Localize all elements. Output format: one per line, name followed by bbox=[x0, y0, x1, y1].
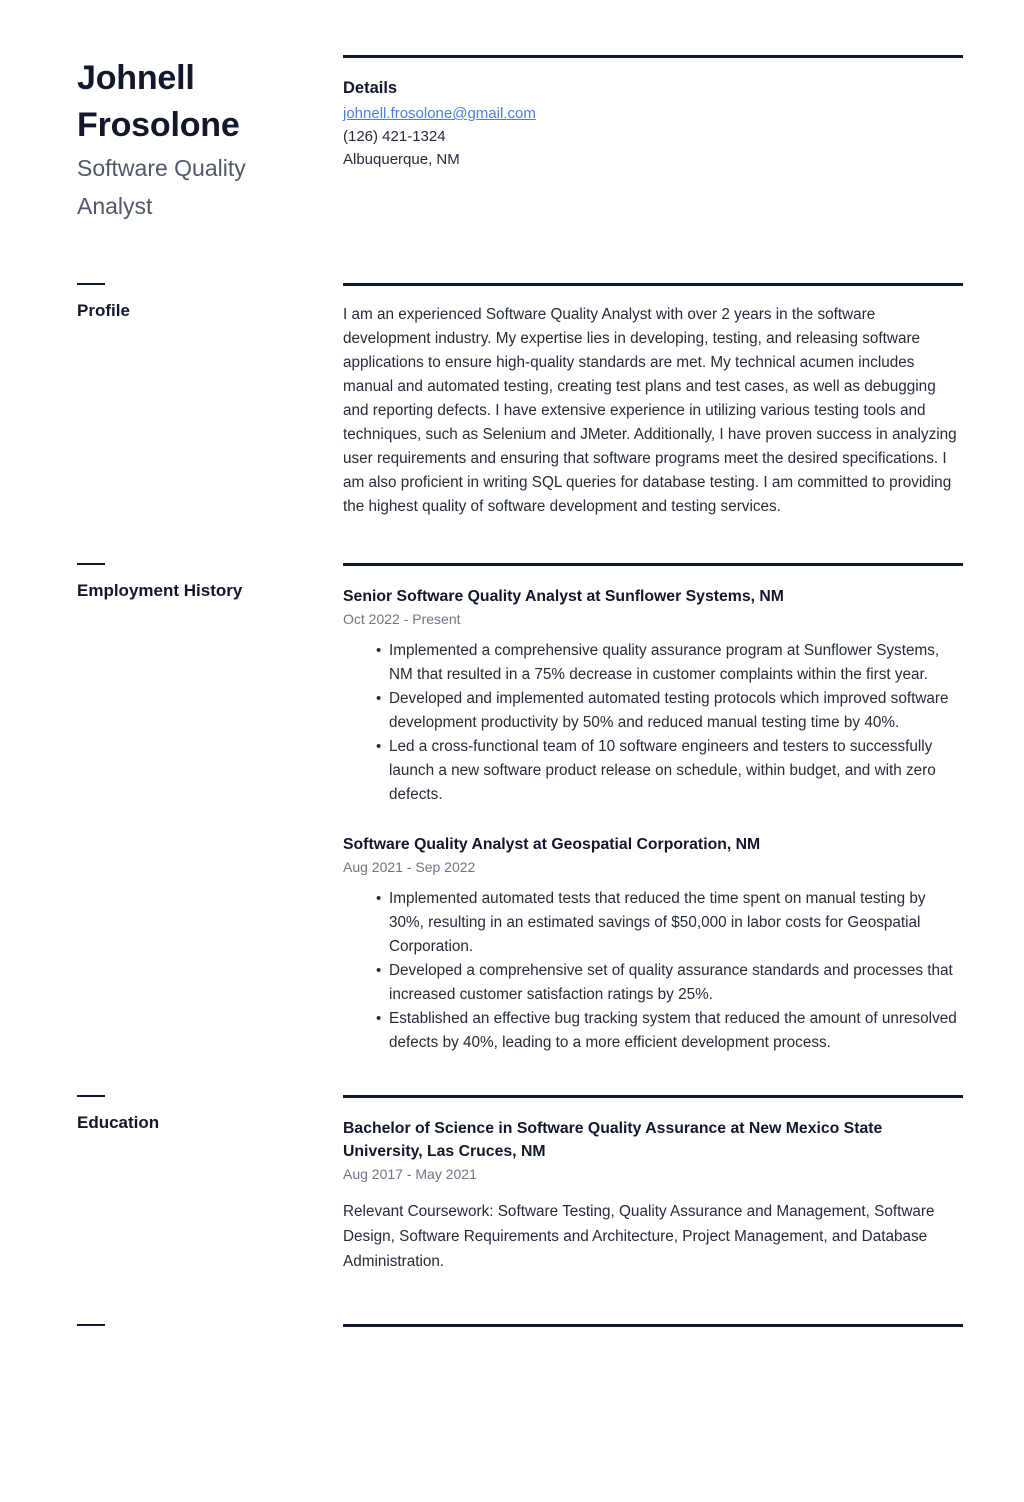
education-content-column bbox=[343, 1095, 1024, 1274]
email-link[interactable]: johnell.frosolone@gmail.com bbox=[343, 105, 536, 122]
employment-label-column bbox=[0, 563, 343, 1055]
education-section bbox=[0, 1095, 1024, 1274]
section-heading-employment: Employment History bbox=[77, 581, 243, 600]
header-details bbox=[343, 55, 1024, 225]
education-label-column bbox=[0, 1095, 343, 1274]
employment-dash-marker bbox=[77, 563, 105, 565]
employment-entry bbox=[343, 833, 963, 1055]
list-item: • Implemented a comprehensive quality assurance program at Sunflower Systems, NM that resulted in a 75% decrease in customer complaints within the first year. bbox=[376, 639, 963, 687]
next-section-partial bbox=[0, 1324, 1024, 1327]
profile-dash-marker bbox=[77, 283, 105, 285]
list-item: • Developed and implemented automated testing protocols which improved software development productivity by 50% and reduced manual testing time by 40%. bbox=[376, 687, 963, 735]
employment-entry-title: Senior Software Quality Analyst at Sunflower Systems, NM bbox=[343, 588, 784, 605]
next-section-dash-marker bbox=[77, 1324, 105, 1326]
candidate-job-title-line-2: Analyst bbox=[77, 193, 153, 219]
candidate-name-line-1: Johnell bbox=[77, 59, 195, 97]
candidate-name bbox=[77, 55, 307, 149]
profile-section bbox=[0, 283, 1024, 519]
employment-content-column bbox=[343, 563, 1024, 1055]
section-heading-profile: Profile bbox=[77, 301, 130, 320]
next-section-divider-rule bbox=[343, 1324, 963, 1327]
employment-entry bbox=[343, 585, 963, 807]
education-entry-title: Bachelor of Science in Software Quality Assurance at New Mexico State University, Las Cruces, NM bbox=[343, 1120, 883, 1160]
details-block bbox=[343, 58, 963, 171]
list-item: • Led a cross-functional team of 10 software engineers and testers to successfully launch a new software product release on schedule, within budget, and with zero defects. bbox=[376, 735, 963, 807]
resume-page bbox=[0, 55, 1024, 1502]
employment-entry-date: Oct 2022 - Present bbox=[343, 611, 461, 627]
phone-number: (126) 421-1324 bbox=[343, 128, 446, 145]
next-section-content-column bbox=[343, 1324, 1024, 1327]
profile-text: I am an experienced Software Quality Analyst with over 2 years in the software development industry. My expertise lies in developing, testing, and releasing software applications to ensure high-quality standards are met. My technical acumen includes manual and automated testing, creating test plans and test cases, as well as debugging and reporting defects. I have extensive experience in utilizing various testing tools and techniques, such as Selenium and JMeter. Additionally, I have proven success in analyzing user requirements and ensuring that software programs meet the desired specifications. I am also proficient in writing SQL queries for database testing. I am committed to providing the highest quality of software development and testing services. bbox=[343, 306, 957, 515]
list-item: • Developed a comprehensive set of quality assurance standards and processes that increased customer satisfaction ratings by 25%. bbox=[376, 959, 963, 1007]
candidate-job-title-line-1: Software Quality bbox=[77, 155, 246, 181]
list-item: • Established an effective bug tracking system that reduced the amount of unresolved defects by 40%, leading to a more efficient development process. bbox=[376, 1007, 963, 1055]
employment-entry-bullets bbox=[343, 887, 963, 1055]
employment-section bbox=[0, 563, 1024, 1055]
candidate-job-title bbox=[77, 149, 307, 225]
header-identity bbox=[0, 55, 343, 225]
profile-label-column bbox=[0, 283, 343, 519]
education-entry-date: Aug 2017 - May 2021 bbox=[343, 1166, 477, 1182]
employment-entry-title: Software Quality Analyst at Geospatial Corporation, NM bbox=[343, 836, 761, 853]
location: Albuquerque, NM bbox=[343, 151, 460, 168]
section-heading-education: Education bbox=[77, 1113, 160, 1132]
education-dash-marker bbox=[77, 1095, 105, 1097]
details-heading: Details bbox=[343, 79, 398, 97]
list-item: • Implemented automated tests that reduced the time spent on manual testing by 30%, resulting in an estimated savings of $50,000 in labor costs for Geospatial Corporation. bbox=[376, 887, 963, 959]
header-section bbox=[0, 55, 1024, 225]
education-entry bbox=[343, 1117, 963, 1274]
employment-entry-date: Aug 2021 - Sep 2022 bbox=[343, 859, 476, 875]
education-entry-description: Relevant Coursework: Software Testing, Quality Assurance and Management, Software Design, Software Requirements and Architecture, Project Management, and Database Administration. bbox=[343, 1203, 935, 1270]
candidate-name-line-2: Frosolone bbox=[77, 106, 240, 144]
next-section-label-column bbox=[0, 1324, 343, 1327]
profile-content-column bbox=[343, 283, 1024, 519]
employment-entry-bullets bbox=[343, 639, 963, 807]
